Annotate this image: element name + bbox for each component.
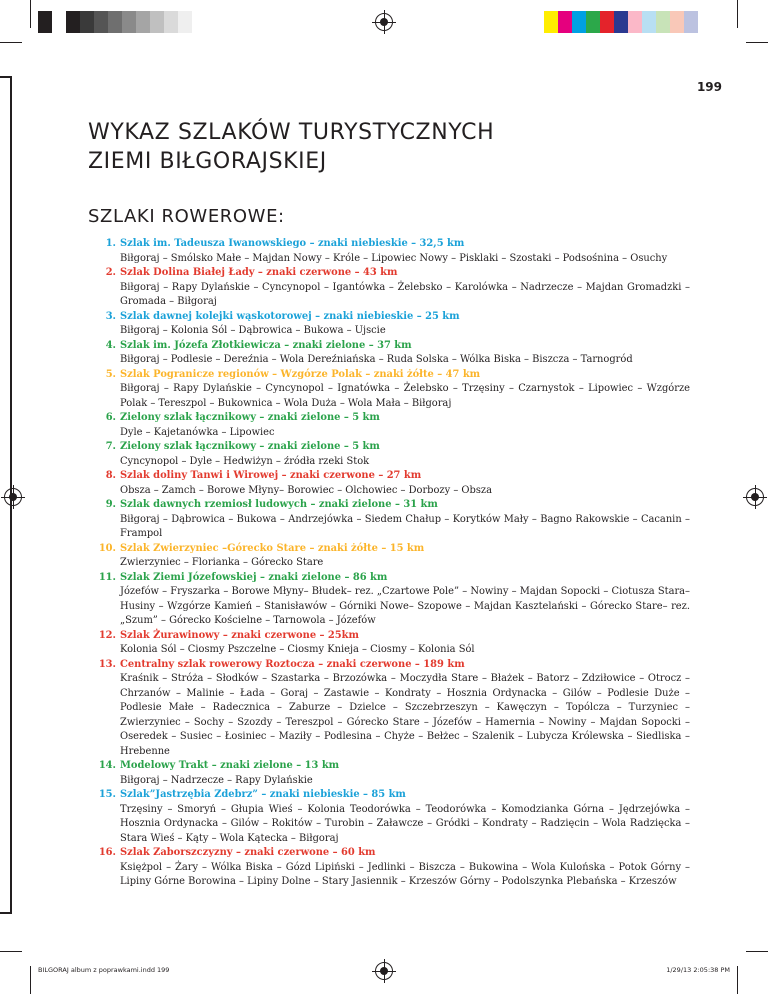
grayscale-color-bar bbox=[38, 11, 192, 33]
trail-name: Szlak im. Tadeusza Iwanowskiego – znaki niebieskie – 32,5 km bbox=[120, 238, 465, 249]
trail-number: 8. bbox=[105, 470, 116, 481]
trail-list bbox=[88, 237, 690, 890]
trail-name: Zielony szlak łącznikowy – znaki zielone – 5 km bbox=[120, 412, 380, 423]
trail-name: Szlak Zaborszczyzny – znaki czerwone – 60 km bbox=[120, 847, 376, 858]
trail-item bbox=[88, 411, 690, 440]
trail-item bbox=[88, 759, 690, 788]
trail-number: 9. bbox=[105, 499, 116, 510]
crop-mark-top-right-v bbox=[737, 0, 738, 28]
trail-name: Szlak Dolina Białej Łady – znaki czerwone – 43 km bbox=[120, 267, 398, 278]
trail-route: Cyncynopol – Dyle – Hedwiżyn – źródła rzeki Stok bbox=[120, 455, 370, 467]
footer-timestamp: 1/29/13 2:05:38 PM bbox=[666, 966, 730, 974]
page-number: 199 bbox=[696, 80, 722, 94]
trail-item bbox=[88, 266, 690, 310]
trail-item bbox=[88, 339, 690, 368]
trail-route: Biłgoraj – Smólsko Małe – Majdan Nowy – Króle – Lipowiec Nowy – Pisklaki – Szostaki – Podsośnina – Osuchy bbox=[120, 252, 668, 264]
trail-number: 13. bbox=[98, 658, 116, 670]
trail-item bbox=[88, 469, 690, 498]
trail-item bbox=[88, 498, 690, 542]
section-title: SZLAKI ROWEROWE: bbox=[88, 206, 285, 227]
trail-name: Szlak doliny Tanwi i Wirowej – znaki czerwone – 27 km bbox=[120, 470, 422, 481]
registration-mark-top-icon bbox=[375, 13, 393, 31]
registration-mark-bottom-icon bbox=[375, 962, 393, 980]
trail-route: Zwierzyniec – Florianka – Górecko Stare bbox=[120, 557, 324, 568]
trail-route: Józefów – Fryszarka – Borowe Młyny– Błudek– rez. „Czartowe Pole” – Nowiny – Majdan Sopocki – Ciotusza Stara– Husiny – Wzgórze Kamień – Stanisławów – Górniki Nowe– Szopowe – Majdan Kasztelański – Górecko Stare– rez. „Szum” – Górecko Kościelne – Tarnowola – Józefów bbox=[120, 586, 690, 626]
bleed-bracket bbox=[0, 76, 12, 914]
trail-item bbox=[88, 658, 690, 760]
trail-number: 3. bbox=[105, 310, 116, 322]
trail-number: 4. bbox=[105, 339, 116, 351]
crop-mark-top-right-h bbox=[746, 42, 768, 43]
trail-route: Dyle – Kajetanówka – Lipowiec bbox=[120, 426, 275, 438]
trail-number: 10. bbox=[98, 542, 116, 554]
page-title-line-1: WYKAZ SZLAKÓW TURYSTYCZNYCH bbox=[88, 120, 495, 145]
trail-route: Biłgoraj – Rapy Dylańskie – Cyncynopol – Igantówka – Żelebsko – Karolówka – Nadrzecze – Majdan Gromadzki – Gromada – Biłgoraj bbox=[120, 281, 690, 307]
trail-name: Centralny szlak rowerowy Roztocza – znaki czerwone – 189 km bbox=[120, 658, 465, 670]
crop-mark-top-left-h bbox=[0, 42, 22, 43]
trail-name: Szlak Zwierzyniec –Górecko Stare – znaki żółte – 15 km bbox=[120, 542, 425, 554]
trail-name: Szlak Ziemi Józefowskiej – znaki zielone – 86 km bbox=[120, 571, 388, 583]
crop-mark-bottom-right-h bbox=[746, 951, 768, 952]
trail-item bbox=[88, 571, 690, 629]
page-title bbox=[88, 118, 494, 176]
trail-route: Biłgoraj – Kolonia Sól – Dąbrowica – Bukowa – Ujscie bbox=[120, 325, 386, 336]
trail-item bbox=[88, 237, 690, 266]
trail-item bbox=[88, 846, 690, 890]
trail-item bbox=[88, 310, 690, 339]
trail-item bbox=[88, 440, 690, 469]
trail-number: 7. bbox=[105, 441, 116, 452]
crop-mark-top-left-v bbox=[30, 0, 31, 28]
trail-route: Biłgoraj – Podlesie – Dereźnia – Wola Dereźniańska – Ruda Solska – Wólka Biska – Biszcza – Tarnogród bbox=[120, 354, 633, 365]
trail-number: 1. bbox=[105, 238, 116, 249]
trail-name: Szlak”Jastrzębia Zdebrz” – znaki niebieskie – 85 km bbox=[120, 789, 406, 800]
trail-number: 11. bbox=[98, 571, 116, 583]
trail-number: 16. bbox=[98, 847, 116, 858]
trail-item bbox=[88, 629, 690, 658]
trail-route: Biłgoraj – Dąbrowica – Bukowa – Andrzejówka – Siedem Chałup – Korytków Mały – Bagno Rakowskie – Cacanin – Frampol bbox=[120, 513, 690, 539]
page-title-line-2: ZIEMI BIŁGORAJSKIEJ bbox=[88, 149, 327, 174]
trail-number: 15. bbox=[98, 789, 116, 800]
trail-name: Szlak Żurawinowy – znaki czerwone – 25km bbox=[120, 629, 359, 641]
trail-route: Biłgoraj – Rapy Dylańskie – Cyncynopol – Ignatówka – Żelebsko – Trzęsiny – Czarnystok – Lipowiec – Wzgórze Polak – Tereszpol – Bukownica – Wola Duża – Wola Mała – Biłgoraj bbox=[120, 383, 690, 409]
trail-route: Kraśnik – Stróża – Słodków – Szastarka – Brzozówka – Moczydła Stare – Błażek – Batorz – Zdziłowice – Otrocz – Chrzanów – Malinie – Łada – Goraj – Zastawie – Kondraty – Hosznia Ordynacka – Gilów – Podlesie Duże – Podlesie Małe – Radecznica – Zaburze – Dzielce – Szczebrzeszyn – Kawęczyn – Topólcza – Turzyniec – Zwierzyniec – Sochy – Szozdy – Tereszpol – Górecko Stare – Józefów – Hamernia – Nowiny – Majdan Sopocki – Oseredek – Susiec – Łosiniec – Maziły – Podlesina – Chyże – Bełżec – Szalenik – Lubycza Królewska – Siedliska – Hrebenne bbox=[120, 673, 690, 757]
trail-route: Trzęsiny – Smoryń – Głupia Wieś – Kolonia Teodorówka – Teodorówka – Komodzianka Górna – Jędrzejówka – Hosznia Ordynacka – Gilów – Rokitów – Turobin – Załawcze – Gródki – Kondraty – Radzięcin – Wola Radzięcka – Stara Wieś – Kąty – Wola Kątecka – Biłgoraj bbox=[120, 803, 690, 844]
trail-name: Szlak Pogranicze regionów – Wzgórze Polak – znaki żółte – 47 km bbox=[120, 368, 481, 380]
process-color-bar bbox=[544, 11, 698, 33]
registration-mark-right-icon bbox=[746, 488, 764, 506]
trail-route: Kolonia Sól – Ciosmy Pszczelne – Ciosmy Knieja – Ciosmy – Kolonia Sól bbox=[120, 644, 475, 655]
crop-mark-bottom-left-h bbox=[0, 951, 22, 952]
trail-number: 5. bbox=[105, 368, 116, 380]
trail-item bbox=[88, 788, 690, 846]
trail-name: Zielony szlak łącznikowy – znaki zielone – 5 km bbox=[120, 441, 380, 452]
trail-item bbox=[88, 542, 690, 571]
trail-route: Obsza – Zamch – Borowe Młyny– Borowiec – Olchowiec – Dorbozy – Obsza bbox=[120, 484, 493, 496]
trail-item bbox=[88, 368, 690, 412]
trail-route: Biłgoraj – Nadrzecze – Rapy Dylańskie bbox=[120, 774, 313, 786]
trail-number: 6. bbox=[105, 412, 116, 423]
trail-number: 2. bbox=[105, 267, 116, 278]
trail-route: Księżpol – Żary – Wólka Biska – Gózd Lipiński – Jedlinki – Biszcza – Bukowina – Wola Kulońska – Potok Górny – Lipiny Górne Borowina – Lipiny Dolne – Stary Jasiennik – Krzeszów Górny – Podolszynka Plebańska – Krzeszów bbox=[120, 861, 690, 887]
crop-mark-bottom-left-v bbox=[30, 966, 31, 994]
trail-name: Modelowy Trakt – znaki zielone – 13 km bbox=[120, 760, 340, 771]
trail-number: 12. bbox=[98, 629, 116, 641]
trail-name: Szlak dawnych rzemiosł ludowych – znaki zielone – 31 km bbox=[120, 499, 438, 510]
trail-number: 14. bbox=[98, 760, 116, 771]
trail-name: Szlak im. Józefa Złotkiewicza – znaki zielone – 37 km bbox=[120, 339, 412, 351]
crop-mark-bottom-right-v bbox=[737, 966, 738, 994]
footer-file-name: BILGORAJ album z poprawkami.indd 199 bbox=[38, 966, 170, 974]
trail-name: Szlak dawnej kolejki wąskotorowej – znaki niebieskie – 25 km bbox=[120, 310, 460, 322]
